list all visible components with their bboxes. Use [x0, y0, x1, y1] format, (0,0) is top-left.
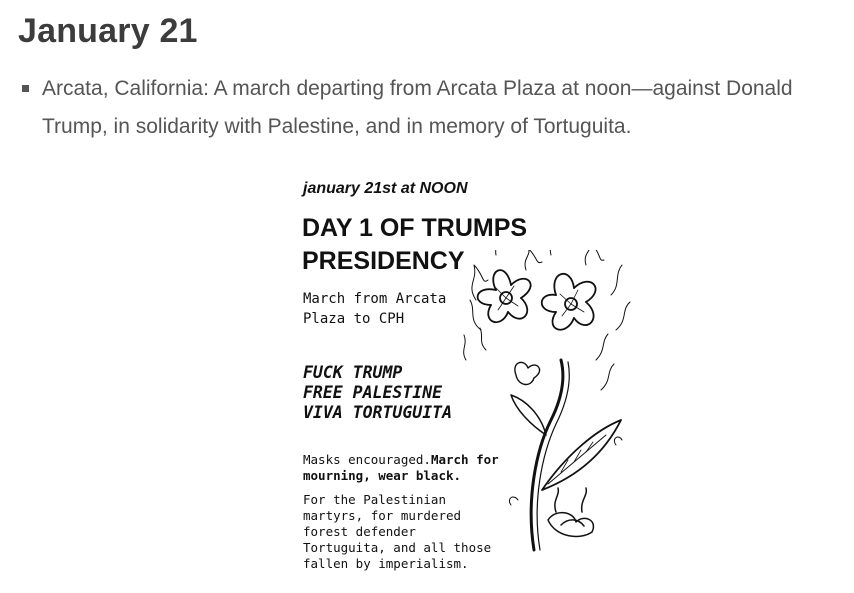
- flyer-tribute-line: forest defender: [303, 524, 416, 539]
- flyer-headline-line: PRESIDENCY: [302, 247, 465, 275]
- flyer-route-line: Plaza to CPH: [303, 311, 405, 327]
- flyer-masks-plain: Masks encouraged.: [303, 452, 431, 467]
- page-title: January 21: [18, 12, 198, 50]
- flyer-slogan: FUCK TRUMP: [303, 363, 403, 382]
- flyer-masks-bold: March for: [430, 452, 499, 467]
- list-item: [0, 70, 854, 146]
- flyer-slogan: VIVA TORTUGUITA: [303, 403, 453, 422]
- flyer-tribute-line: Tortuguita, and all those: [303, 540, 492, 555]
- flyer-tribute-line: For the Palestinian: [303, 492, 446, 507]
- flyer-tribute-line: martyrs, for murdered: [303, 508, 462, 523]
- flyer-slogan: FREE PALESTINE: [303, 383, 443, 402]
- flyer-masks-bold: mourning, wear black.: [303, 468, 462, 483]
- flyer-route: [303, 289, 446, 329]
- burning-flower-illustration: [456, 250, 636, 560]
- event-text: Arcata, California: A march departing from Arcata Plaza at noon—against Donald Trump, in solidarity with Palestine, and in memory of Tortuguita.: [42, 77, 793, 138]
- flyer-date: january 21st at NOON: [303, 180, 468, 197]
- flyer-route-line: March from Arcata: [303, 291, 447, 307]
- flyer-headline-line: DAY 1 OF TRUMPS: [302, 214, 528, 242]
- flyer-slogans: [303, 363, 452, 423]
- event-list: [0, 70, 854, 146]
- protest-flyer-image: [286, 170, 642, 580]
- flyer-tribute-line: fallen by imperialism.: [303, 556, 469, 571]
- bullet-icon: [22, 85, 29, 92]
